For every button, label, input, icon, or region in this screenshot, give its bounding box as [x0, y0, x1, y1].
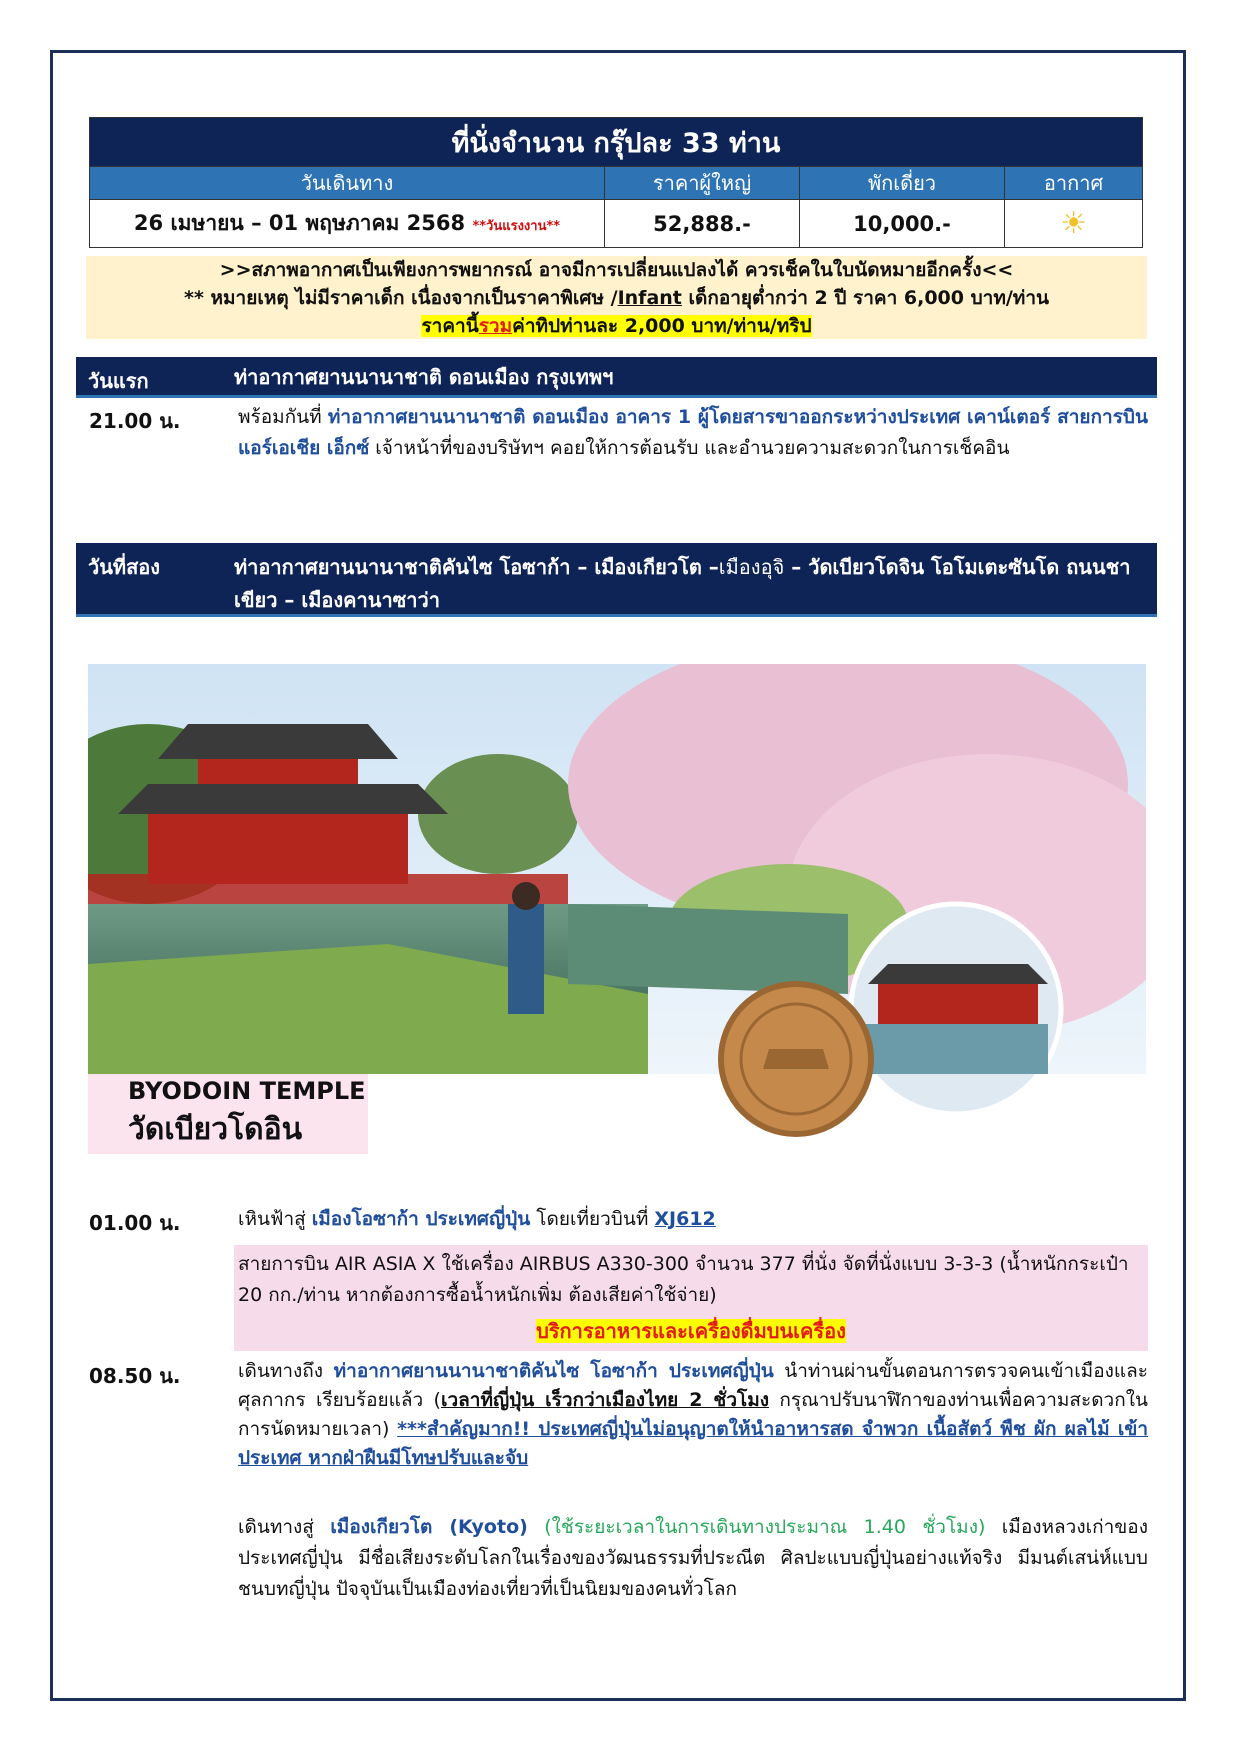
day1-title: ท่าอากาศยานนานาชาติ ดอนเมือง กรุงเทพฯ — [234, 365, 614, 389]
photo-caption-en: BYODOIN TEMPLE — [128, 1077, 366, 1105]
weather-disclaimer: >>สภาพอากาศเป็นเพียงการพยากรณ์ อาจมีการเปลี่ยนแปลงได้ ควรเช็คในใบนัดหมายอีกครั้ง<< — [219, 259, 1014, 281]
flight-number-link[interactable]: XJ612 — [654, 1208, 716, 1230]
labour-day-note: **วันแรงงาน** — [472, 219, 561, 234]
kyoto-text-a: เดินทางสู่ — [238, 1516, 331, 1538]
kyoto-travel-time: (ใช้ระยะเวลาในการเดินทางประมาณ 1.40 ชั่วโมง) — [527, 1516, 986, 1538]
arrival-text-b: นำท่านผ่านขั้นตอนการตรวจคนเข้าเมืองและศุลกากร เรียบร้อยแล้ว ( — [238, 1360, 1148, 1411]
flight-text-b: โดยเที่ยวบินที่ — [530, 1208, 655, 1230]
col-travel-date: วันเดินทาง — [90, 167, 605, 200]
arrival-airport: ท่าอากาศยานนานาชาติคันไซ โอซาก้า ประเทศญี่ปุ่น — [333, 1360, 774, 1382]
kyoto-text-b: เมืองหลวงเก่าของประเทศญี่ปุ่น มีชื่อเสียงระดับโลกในเรื่องของวัฒนธรรมที่ประณีต ศิลปะแบบญี่ปุ่นอย่างแท้จริง มีมนต์เสน่ห์แบบชนบทญี่ปุ่น ปัจจุบันเป็นเมืองท่องเที่ยวที่เป็นนิยมของคนทั่วโลก — [238, 1516, 1148, 1600]
day1-label: วันแรก — [88, 369, 149, 393]
tip-note-a: ราคานี้ — [421, 315, 479, 337]
arrival-description — [238, 1357, 1148, 1473]
col-weather: อากาศ — [1005, 167, 1143, 200]
arrival-time: 08.50 น. — [89, 1364, 181, 1388]
aircraft-info: สายการบิน AIR ASIA X ใช้เครื่อง AIRBUS A330-300 จำนวน 377 ที่นั่ง จัดที่นั่งแบบ 3-3-3 (น้ำหนักกระเป๋า 20 กก./ท่าน หากต้องการซื้อน้ำหนักเพิ่ม ต้องเสียค่าใช้จ่าย) — [238, 1253, 1129, 1306]
travel-dates-cell — [90, 200, 605, 248]
day1-time: 21.00 น. — [89, 409, 181, 433]
meal-service-text: บริการอาหารและเครื่องดื่มบนเครื่อง — [536, 1319, 846, 1343]
travel-dates: 26 เมษายน – 01 พฤษภาคม 2568 — [133, 211, 466, 235]
flight-description — [238, 1204, 1148, 1235]
day1-header — [76, 357, 1157, 398]
tour-price-table — [89, 117, 1143, 248]
meal-service — [234, 1315, 1148, 1347]
day1-text-a: พร้อมกันที่ — [238, 406, 328, 428]
arrival-text-c: กรุณาปรับนาฬิกาของท่านเพื่อความสะดวกในการนัดหมายเวลา) — [238, 1389, 1148, 1440]
adult-price: 52,888.- — [605, 200, 800, 248]
temple-illustration — [88, 664, 1146, 1154]
col-adult-price: ราคาผู้ใหญ่ — [605, 167, 800, 200]
infant-label: Infant — [617, 287, 682, 309]
day2-title-uji: เมืองอุจิ — [718, 555, 785, 579]
day2-label: วันที่สอง — [88, 555, 161, 579]
weather-cell — [1005, 200, 1143, 248]
child-price-note — [86, 284, 1147, 312]
photo-caption-th: วัดเบียวโดอิน — [128, 1112, 303, 1147]
flight-text-a: เหินฟ้าสู่ — [238, 1208, 312, 1230]
flight-info-box — [234, 1245, 1148, 1351]
food-import-warning[interactable]: ***สำคัญมาก!! ประเทศญี่ปุ่นไม่อนุญาตให้นำอาหารสด จำพวก เนื้อสัตว์ พืช ผัก ผลไม้ เข้าประเทศ หากฝ่าฝืนมีโทษปรับและจับ — [238, 1418, 1149, 1469]
flight-destination: เมืองโอซาก้า ประเทศญี่ปุ่น — [311, 1208, 531, 1230]
infant-price: เด็กอายุต่ำกว่า 2 ปี ราคา 6,000 บาท/ท่าน — [681, 287, 1049, 309]
col-single-room: พักเดี่ยว — [800, 167, 1005, 200]
single-supplement: 10,000.- — [800, 200, 1005, 248]
tip-amount: ค่าทิปท่านละ 2,000 บาท/ท่าน/ทริป — [512, 315, 812, 337]
kyoto-city: เมืองเกียวโต (Kyoto) — [330, 1516, 528, 1538]
day1-airport: ท่าอากาศยานนานาชาติ ดอนเมือง อาคาร 1 ผู้โดยสารขาออกระหว่างประเทศ เคาน์เตอร์ สายการบินแอร์เอเชีย เอ็กซ์ — [238, 406, 1148, 459]
day2-title-b: – วัดเบียวโดจิน โอโมเตะซันโด ถนนชาเขียว – เมืองคานาซาว่า — [234, 555, 1131, 612]
tip-note — [86, 312, 1147, 340]
day2-title-a: ท่าอากาศยานนานาชาติคันไซ โอซาก้า – เมืองเกียวโต – — [234, 555, 719, 579]
time-difference: เวลาที่ญี่ปุ่น เร็วกว่าเมืองไทย 2 ชั่วโมง — [440, 1389, 770, 1411]
sun-icon: ☀ — [1060, 206, 1087, 241]
day1-text-b: เจ้าหน้าที่ของบริษัทฯ คอยให้การต้อนรับ และอำนวยความสะดวกในการเช็คอิน — [369, 437, 1010, 459]
child-note-text: ** หมายเหตุ ไม่มีราคาเด็ก เนื่องจากเป็นราคาพิเศษ / — [184, 287, 618, 309]
seats-title: ที่นั่งจำนวน กรุ๊ปละ 33 ท่าน — [90, 118, 1143, 167]
price-notice — [86, 256, 1147, 339]
day2-title — [234, 551, 1147, 617]
byodoin-temple-photo — [88, 664, 1146, 1154]
day2-header — [76, 543, 1157, 617]
kyoto-description — [238, 1512, 1148, 1605]
flight-time: 01.00 น. — [89, 1211, 181, 1235]
tip-included: รวม — [478, 315, 513, 337]
arrival-text-a: เดินทางถึง — [238, 1360, 334, 1382]
day1-description — [238, 402, 1148, 464]
